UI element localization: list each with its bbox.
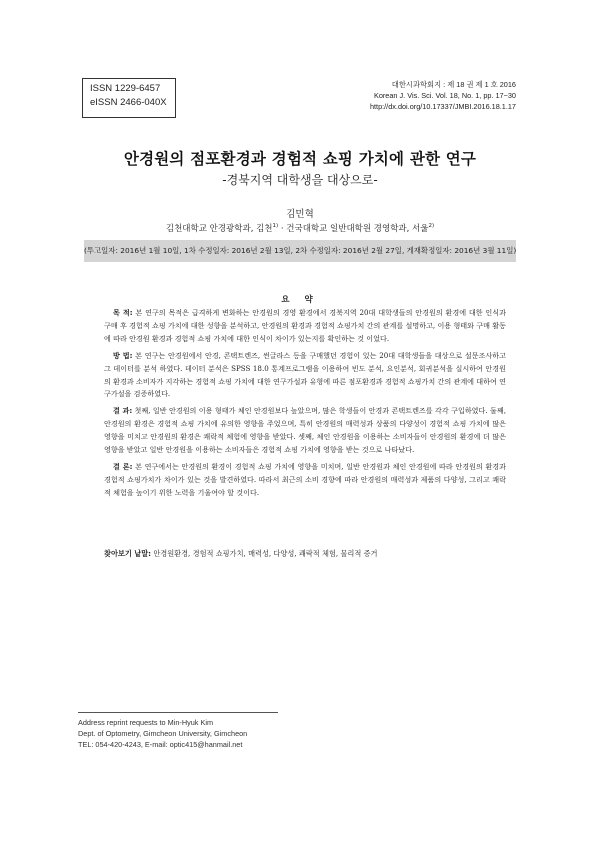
journal-english: Korean J. Vis. Sci. Vol. 18, No. 1, pp. 17~30 [373,91,516,100]
journal-doi-link[interactable]: http://dx.doi.org/10.17337/JMBI.2016.18.1.17 [369,102,516,111]
affiliation-sup1: 1) [272,223,279,230]
journal-korean: 대한시과학회지 : 제 18 권 제 1 호 2016 [391,80,516,89]
paper-title: 안경원의 점포환경과 경험적 쇼핑 가치에 관한 연구 [123,150,477,168]
abstract-purpose-text: 본 연구의 목적은 급격하게 변화하는 안경원의 경영 환경에서 경북지역 20대 대학생들의 안경원의 환경에 대한 인식과 구매 후 경험적 쇼핑 가치에 대한 성향을 분석하고, 안경원의 환경과 경험적 쇼핑가치 간의 관계를 설명하고, 이용 형태와 구매 활동에 따라 안경원 환경과 경험적 쇼핑 가치에 대한 인식이 차이가 있는지를 확인하는 것 이었다. [104,308,506,343]
affiliation-part2: · 건국대학교 일반대학원 경영학과, 서울 [278,224,429,234]
footnote-line-1: Address reprint requests to Min-Hyuk Kim [78,718,214,727]
abstract-methods [104,350,506,402]
author-affiliation [0,222,600,234]
issn-print: ISSN 1229-6457 [90,83,161,94]
abstract-results-text: 첫째, 일반 안경원의 이용 형태가 체인 안경원보다 높았으며, 많은 학생들이 안경과 콘택트렌즈를 각각 구입하였다. 둘째, 안경원의 환경은 경험적 쇼핑 가치에 유의한 영향을 주었으며, 특히 안경원의 매력성과 상품의 다양성이 경험적 쇼핑 가치에 많은 영향을 미치고 안경원의 환경은 쾌락적 체험에 영향을 받았다. 셋째, 체인 안경원을 이용하는 소비자들이 안경원의 환경에 더 많은 영향을 받았고 일반 안경원을 이용하는 소비자들은 경험적 쇼핑 가치에 영향을 받는 것으로 나타났다. [104,406,506,455]
author-name: 김민혁 [286,209,314,220]
abstract-conclusion-text: 본 연구에서는 안경원의 환경이 경험적 쇼핑 가치에 영향을 미치며, 일반 안경원과 체인 안경원에 따라 안경원의 환경과 경험적 쇼핑가치가 차이가 있는 것을 발견하였다. 따라서 최근의 소비 경향에 따라 안경원의 매력성과 제품의 다양성, 그리고 쾌락적 체험을 높이기 위한 노력을 기울여야 할 것이다. [104,461,506,497]
abstract-conclusion-label: 결 론: [113,461,133,471]
issn-box [82,78,176,118]
journal-citation [370,79,516,112]
abstract-heading: 요 약 [281,295,319,305]
affiliation-part1: 김천대학교 안경광학과, 김천 [165,224,273,234]
corresponding-author-footnote [78,717,247,750]
keywords-line [104,549,524,559]
affiliation-sup2: 2) [428,223,435,230]
footnote-line-2: Dept. of Optometry, Gimcheon University, Gimcheon [78,729,248,738]
abstract-purpose [104,307,506,346]
abstract-results-label: 결 과: [113,406,133,416]
abstract-methods-text: 본 연구는 안경원에서 안경, 콘택트렌즈, 썬글라스 등을 구매했던 경험이 있는 20대 대학생들을 대상으로 설문조사하고 그 데이터를 분석 하였다. 데이터 분석은 SPSS 18.0 통계프로그램을 이용하여 빈도 분석, 요인분석, 회귀분석을 실시하여 안경원의 환경과 소비자가 지각하는 경험적 쇼핑 가치에 대한 연구가설과 유형에 따른 점포환경과 경험적 쇼핑가치 간의 관계에 대하여 연구가설을 검증하였다. [104,350,506,399]
abstract-body [104,307,506,504]
abstract-conclusion [104,461,506,500]
paper-subtitle: -경북지역 대학생을 대상으로- [222,173,378,187]
issn-electronic: eISSN 2466-040X [90,97,167,108]
footnote-divider [78,712,278,713]
abstract-results [104,405,506,457]
keywords-label: 찾아보기 낱말: [104,549,152,558]
abstract-methods-label: 방 법: [113,350,133,360]
abstract-purpose-label: 목 적: [113,308,133,317]
footnote-line-3: TEL: 054-420-4243, E-mail: optic415@hanmail.net [78,740,243,749]
submission-dates: (투고일자: 2016년 1월 10일, 1차 수정일자: 2016년 2월 13일, 2차 수정일자: 2016년 2월 27일, 게재확정일자: 2016년 3월 11일) [84,240,516,262]
keywords-value: 안경원환경, 경험적 쇼핑가치, 매력성, 다양성, 쾌락적 체험, 물리적 증거 [153,549,378,558]
